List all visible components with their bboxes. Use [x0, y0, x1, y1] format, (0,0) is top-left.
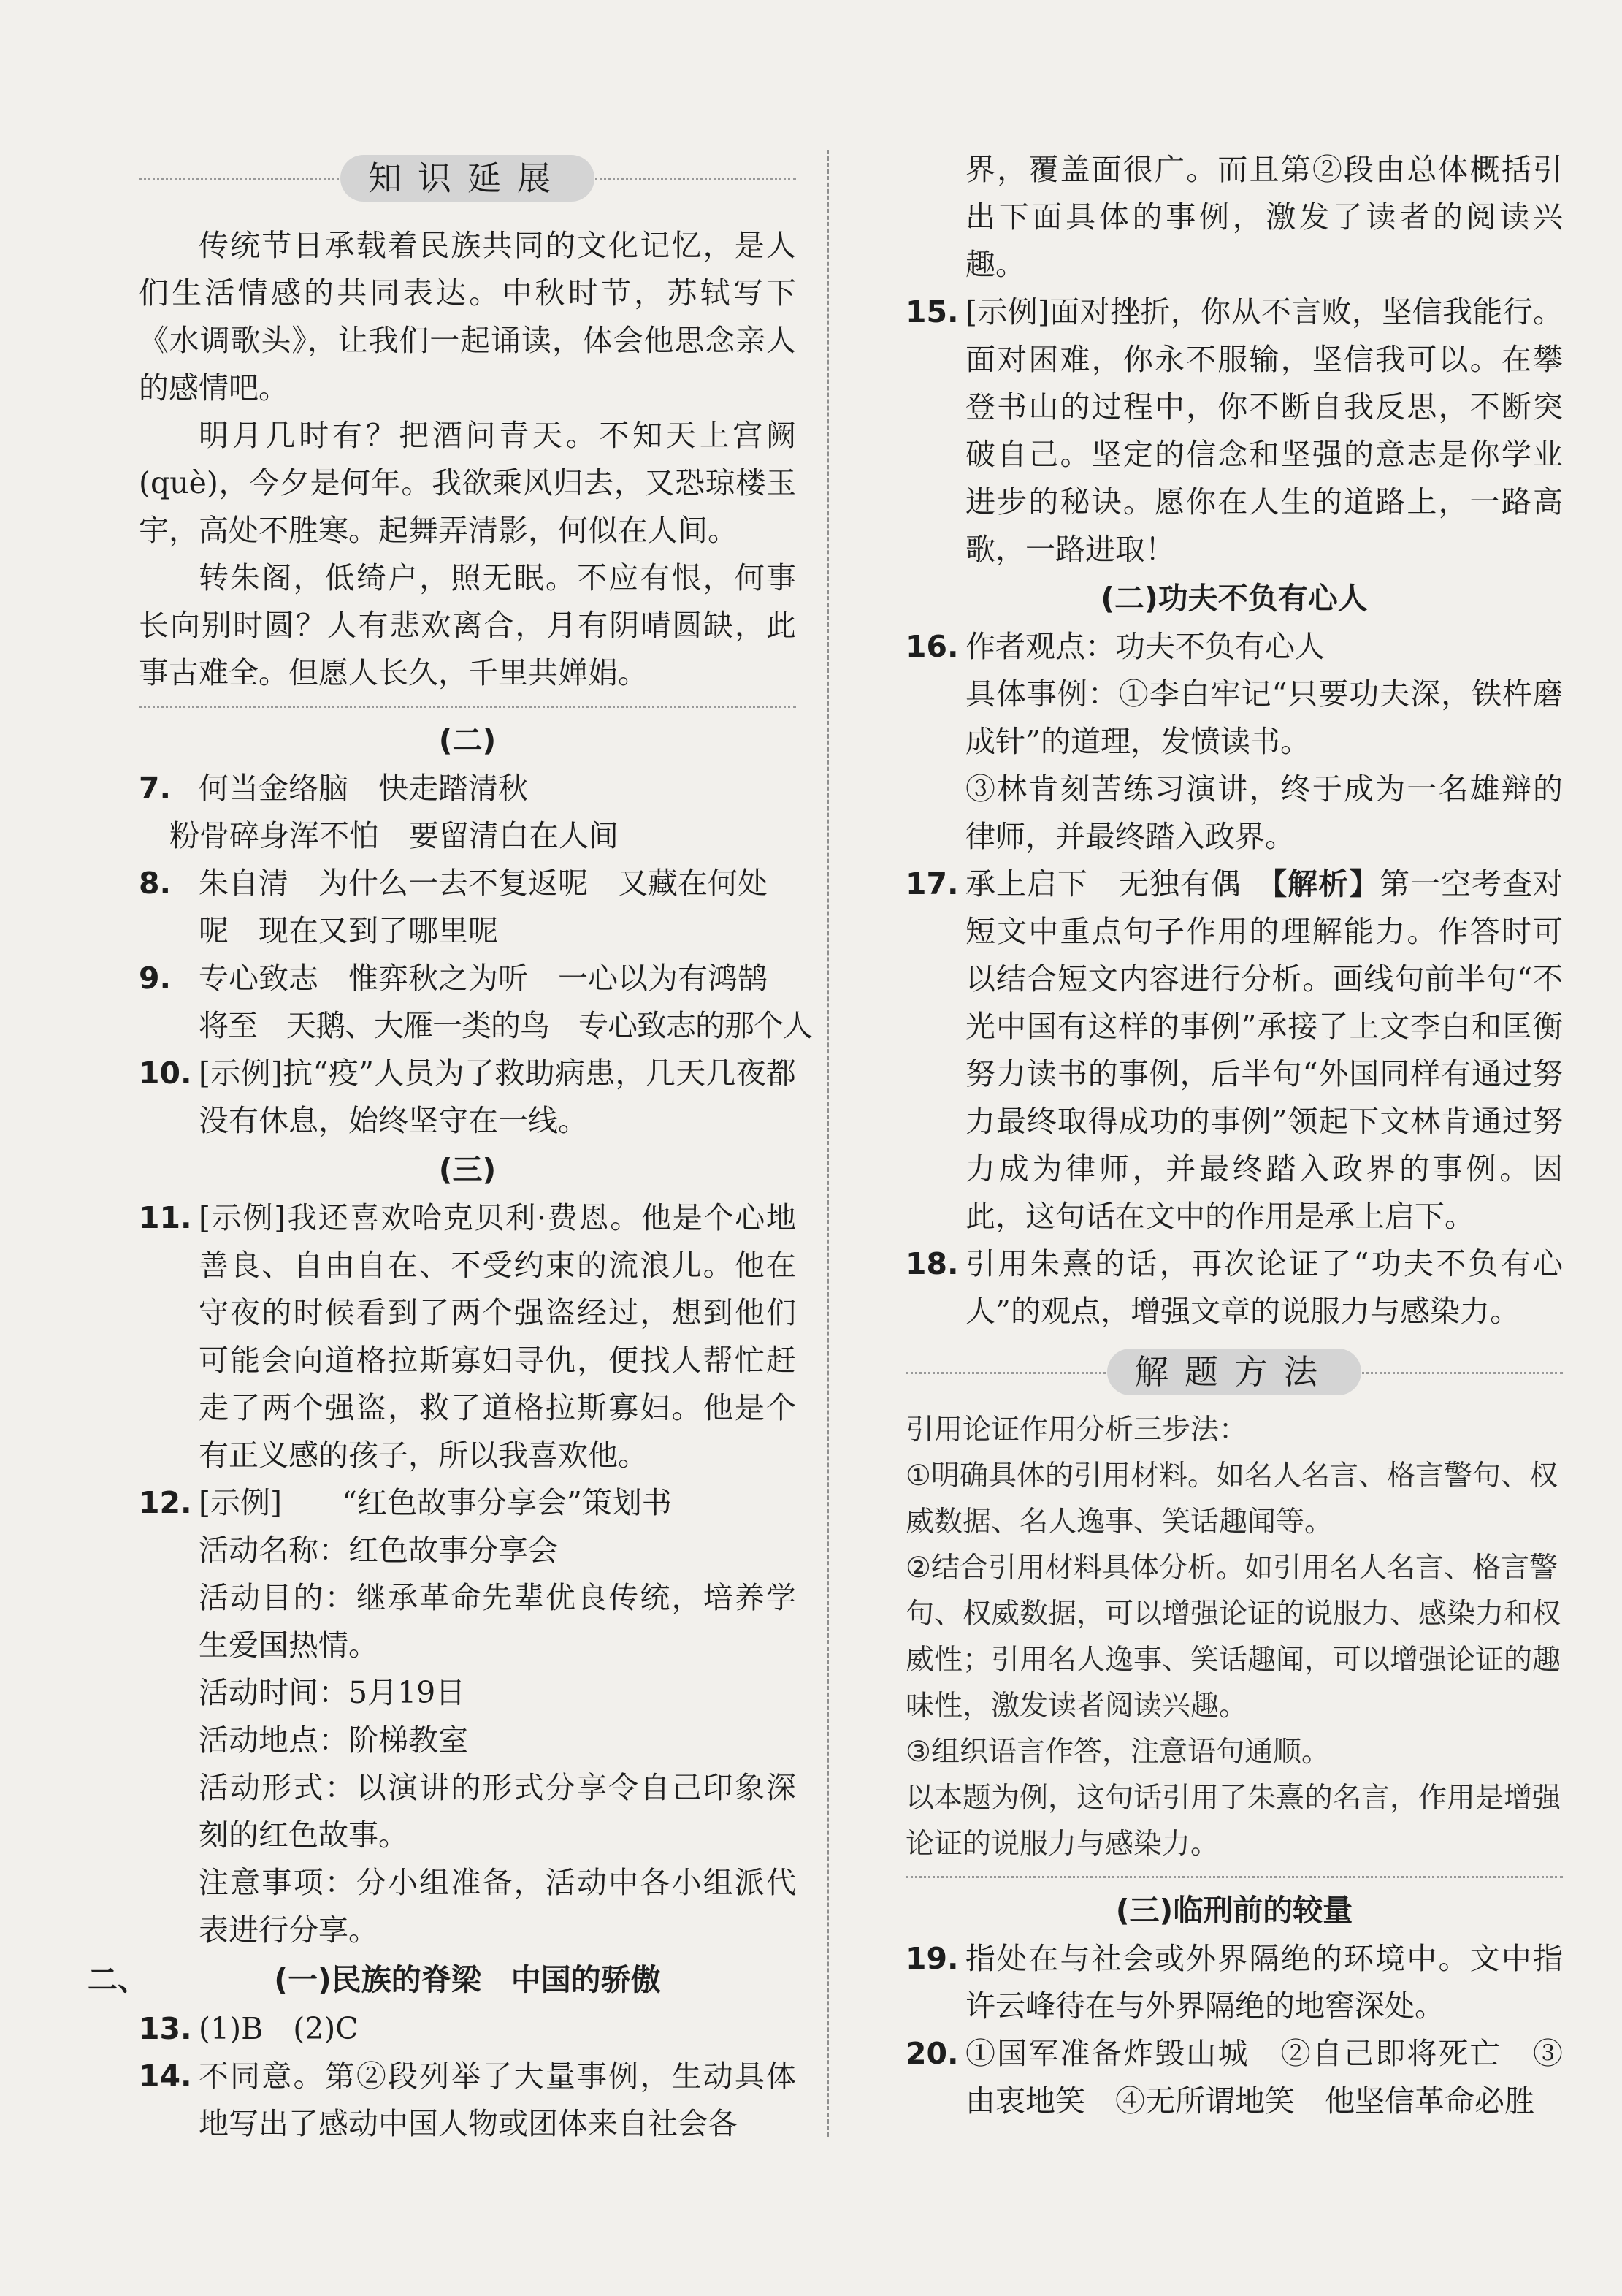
part-two-heading	[88, 1954, 796, 2005]
question-15	[906, 289, 1563, 573]
answer-line: 专心致志 惟弈秋之为听 一心以为有鸿鹄	[199, 961, 768, 996]
question-number: 9.	[139, 961, 172, 996]
answer-text: [示例]抗“疫”人员为了救助病患，几天几夜都没有休息，始终坚守在一线。	[199, 1056, 796, 1138]
left-column	[88, 146, 812, 2148]
plan-notes: 注意事项：分小组准备，活动中各小组派代表进行分享。	[199, 1865, 796, 1948]
plan-form: 活动形式：以演讲的形式分享令自己印象深刻的红色故事。	[199, 1770, 796, 1853]
answer-line: 将至 天鹅、大雁一类的鸟 专心致志的那个人	[199, 1008, 812, 1043]
section-heading-gongfu: (二)功夫不负有心人	[1101, 581, 1368, 616]
knowledge-banner	[139, 155, 796, 203]
question-number: 10.	[139, 1056, 192, 1091]
banner-title: 解题方法	[1107, 1349, 1361, 1395]
example-three: ③林肯刻苦练习演讲，终于成为一名雄辩的律师，并最终踏入政界。	[965, 771, 1563, 854]
plan-heading: [示例] “红色故事分享会”策划书	[199, 1485, 672, 1520]
question-11	[139, 1194, 796, 1479]
intro-paragraph: 传统节日承载着民族共同的文化记忆，是人们生活情感的共同表达。中秋时节，苏轼写下《水调歌头》，让我们一起诵读，体会他思念亲人的感情吧。	[139, 228, 796, 405]
example-one: 具体事例：①李白牢记“只要功夫深，铁杵磨成针”的道理，发愤读书。	[965, 676, 1563, 759]
poem-stanza-1: 明月几时有？把酒问青天。不知天上宫阙(què)，今夕是何年。我欲乘风归去，又恐琼楼玉宇，高处不胜寒。起舞弄清影，何似在人间。	[139, 418, 796, 548]
question-number: 12.	[139, 1485, 192, 1520]
answer-text: 引用朱熹的话，再次论证了“功夫不负有心人”的观点，增强文章的说服力与感染力。	[965, 1246, 1563, 1329]
answer-text: 指处在与社会或外界隔绝的环境中。文中指许云峰待在与外界隔绝的地窖深处。	[965, 1941, 1563, 2024]
analysis-text: 第一空考查对短文中重点句子作用的理解能力。作答时可以结合短文内容进行分析。画线句前半句“不光中国有这样的事例”承接了上文李白和匡衡努力读书的事例，后半句“外国同样有通过努力最终取得成功的事例”领起下文林肯通过努力成为律师，并最终踏入政界的事例。因此，这句话在文中的作用是承上启下。	[965, 866, 1564, 1234]
answer-line: 朱自清 为什么一去不复返呢 又藏在何处	[199, 866, 768, 901]
answer-text: ①国军准备炸毁山城 ②自己即将死亡 ③由衷地笑 ④无所谓地笑 他坚信革命必胜	[965, 2036, 1563, 2118]
question-10	[139, 1050, 796, 1145]
question-number: 17.	[906, 866, 959, 901]
section-divider	[139, 706, 796, 708]
question-18	[906, 1240, 1563, 1335]
question-20	[906, 2030, 1563, 2125]
answer-text: 承上启下 无独有偶	[965, 866, 1272, 901]
plan-name: 活动名称：红色故事分享会	[199, 1533, 558, 1568]
section-heading-three: (三)	[438, 1152, 497, 1187]
poem-stanza-2: 转朱阁，低绮户，照无眠。不应有恨，何事长向别时圆？人有悲欢离合，月有阴晴圆缺，此事古难全。但愿人长久，千里共婵娟。	[139, 560, 796, 690]
section-divider	[906, 1876, 1563, 1878]
method-step-1: ①明确具体的引用材料。如名人名言、格言警句、权威数据、名人逸事、笑话趣闻等。	[906, 1460, 1558, 1538]
question-12	[139, 1479, 796, 1954]
author-view: 作者观点：功夫不负有心人	[965, 629, 1325, 664]
answer-line: 何当金络脑 快走踏清秋	[199, 771, 528, 806]
method-step-3: ③组织语言作答，注意语句通顺。	[906, 1736, 1330, 1769]
plan-purpose: 活动目的：继承革命先辈优良传统，培养学生爱国热情。	[199, 1580, 796, 1663]
banner-title: 知识延展	[340, 155, 594, 202]
question-number: 18.	[906, 1246, 959, 1281]
part-label: 二、	[88, 1962, 148, 1997]
answer-text: (1)B (2)C	[199, 2011, 359, 2046]
question-number: 7.	[139, 771, 172, 806]
method-banner	[906, 1349, 1563, 1397]
question-8	[139, 860, 796, 955]
part-title: (一)民族的脊梁 中国的骄傲	[274, 1962, 661, 1997]
answer-line: 呢 现在又到了哪里呢	[199, 913, 498, 948]
question-14	[139, 2053, 796, 2148]
question-16	[906, 623, 1563, 861]
question-17	[906, 861, 1563, 1240]
section-heading-linxing: (三)临刑前的较量	[1115, 1893, 1353, 1928]
method-step-2: ②结合引用材料具体分析。如引用名人名言、格言警句、权威数据，可以增强论证的说服力、感染力和权威性；引用名人逸事、笑话趣闻，可以增强论证的趣味性，激发读者阅读兴趣。	[906, 1552, 1561, 1723]
question-number: 14.	[139, 2059, 192, 2094]
question-number: 15.	[906, 294, 959, 329]
column-divider	[827, 150, 829, 2137]
question-13	[139, 2005, 796, 2053]
plan-place: 活动地点：阶梯教室	[199, 1723, 468, 1758]
answer-line: 粉骨碎身浑不怕 要留清白在人间	[169, 818, 619, 853]
question-number: 19.	[906, 1941, 959, 1976]
method-example: 以本题为例，这句话引用了朱熹的名言，作用是增强论证的说服力与感染力。	[906, 1782, 1561, 1861]
section-heading-two: (二)	[438, 722, 497, 758]
question-number: 11.	[139, 1200, 192, 1235]
method-title: 引用论证作用分析三步法：	[906, 1414, 1248, 1446]
answer-text: 界，覆盖面很广。而且第②段由总体概括引出下面具体的事例，激发了读者的阅读兴趣。	[965, 152, 1563, 282]
answer-text: [示例]面对挫折，你从不言败，坚信我能行。面对困难，你永不服输，坚信我可以。在攀登书山的过程中，你不断自我反思，不断突破自己。坚定的信念和坚强的意志是你学业进步的秘诀。愿你在人生的道路上，一路高歌，一路进取！	[965, 294, 1563, 567]
question-number: 8.	[139, 866, 172, 901]
answer-text: 不同意。第②段列举了大量事例，生动具体地写出了感动中国人物或团体来自社会各	[199, 2059, 796, 2141]
question-19	[906, 1935, 1563, 2030]
analysis-tag: 【解析】	[1271, 866, 1380, 901]
right-column	[906, 146, 1563, 2125]
question-number: 20.	[906, 2036, 959, 2071]
question-9	[139, 955, 812, 1050]
plan-time: 活动时间：5月19日	[199, 1675, 466, 1710]
question-7	[139, 765, 796, 860]
question-number: 16.	[906, 629, 959, 664]
question-number: 13.	[139, 2011, 192, 2046]
question-14-continued	[906, 146, 1563, 289]
answer-text: [示例]我还喜欢哈克贝利·费恩。他是个心地善良、自由自在、不受约束的流浪儿。他在守夜的时候看到了两个强盗经过，想到他们可能会向道格拉斯寡妇寻仇，便找人帮忙赶走了两个强盗，救了道格拉斯寡妇。他是个有正义感的孩子，所以我喜欢他。	[199, 1200, 796, 1473]
